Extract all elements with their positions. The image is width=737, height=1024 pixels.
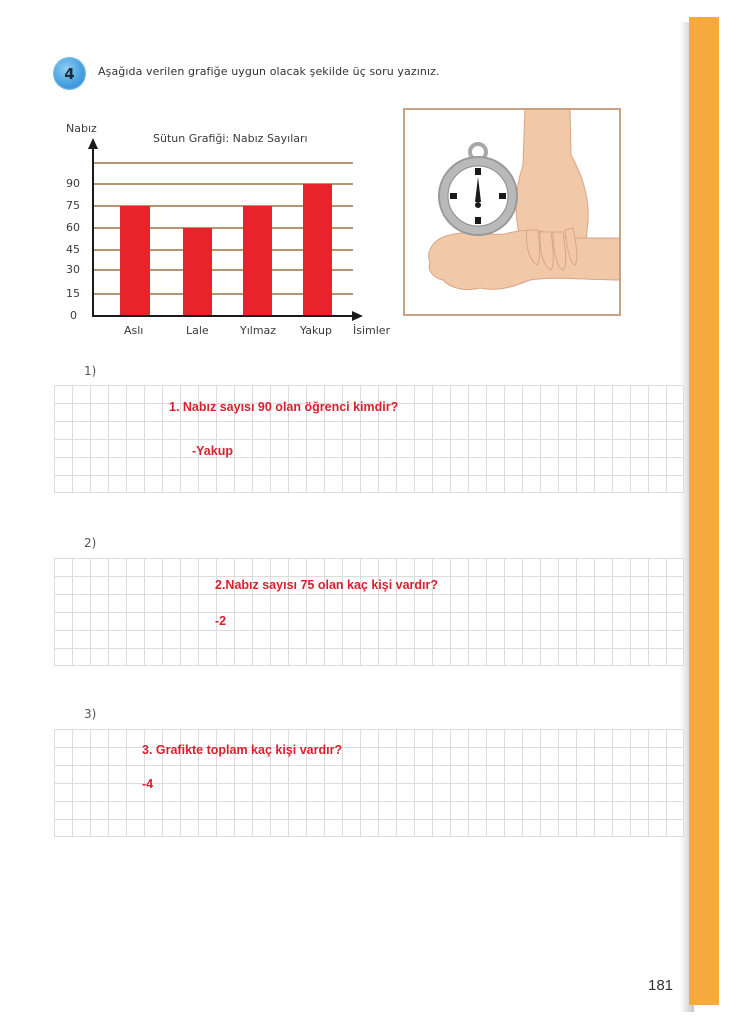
y-tick-60: 60 (66, 221, 80, 234)
x-axis-arrow-icon (352, 311, 363, 321)
y-tick-90: 90 (66, 177, 80, 190)
bar-asli (120, 206, 150, 316)
bar-yilmaz (243, 206, 272, 316)
question-1-text: 1. Nabız sayısı 90 olan öğrenci kimdir? (169, 400, 399, 414)
y-axis-label: Nabız (66, 122, 97, 135)
bar-chart-svg (55, 118, 400, 348)
x-label-yakup: Yakup (300, 324, 332, 337)
question-3-answer: -4 (142, 777, 154, 791)
y-tick-15: 15 (66, 287, 80, 300)
x-axis-label: İsimler (353, 324, 391, 337)
y-tick-30: 30 (66, 263, 80, 276)
x-label-asli: Aslı (124, 324, 144, 337)
y-axis-arrow-icon (88, 138, 98, 149)
x-label-yilmaz: Yılmaz (240, 324, 277, 337)
bar-lale (183, 228, 212, 316)
question-2-label: 2) (84, 536, 97, 550)
page-number: 181 (648, 977, 674, 994)
chart-title: Sütun Grafiği: Nabız Sayıları (153, 132, 308, 145)
question-2-text: 2.Nabız sayısı 75 olan kaç kişi vardır? (215, 578, 439, 592)
y-tick-0: 0 (70, 309, 77, 322)
question-1-label: 1) (84, 364, 97, 378)
pulse-illustration (403, 108, 621, 316)
side-color-bar (689, 17, 719, 1005)
y-tick-75: 75 (66, 199, 80, 212)
question-1-answer: -Yakup (192, 444, 233, 458)
exercise-number: 4 (64, 64, 75, 83)
stopwatch-icon (439, 144, 517, 235)
question-2-answer-grid[interactable] (54, 558, 684, 666)
lower-hand (429, 231, 621, 290)
question-3-label: 3) (84, 707, 97, 721)
y-tick-45: 45 (66, 243, 80, 256)
bar-chart (55, 118, 400, 348)
bar-yakup (303, 184, 332, 316)
pulse-illustration-svg (405, 110, 621, 316)
exercise-instruction: Aşağıda verilen grafiğe uygun olacak şekilde üç soru yazınız. (98, 65, 440, 78)
question-2-answer: -2 (215, 614, 227, 628)
question-3-text: 3. Grafikte toplam kaç kişi vardır? (142, 743, 343, 757)
x-label-lale: Lale (186, 324, 209, 337)
exercise-number-badge (54, 58, 85, 89)
